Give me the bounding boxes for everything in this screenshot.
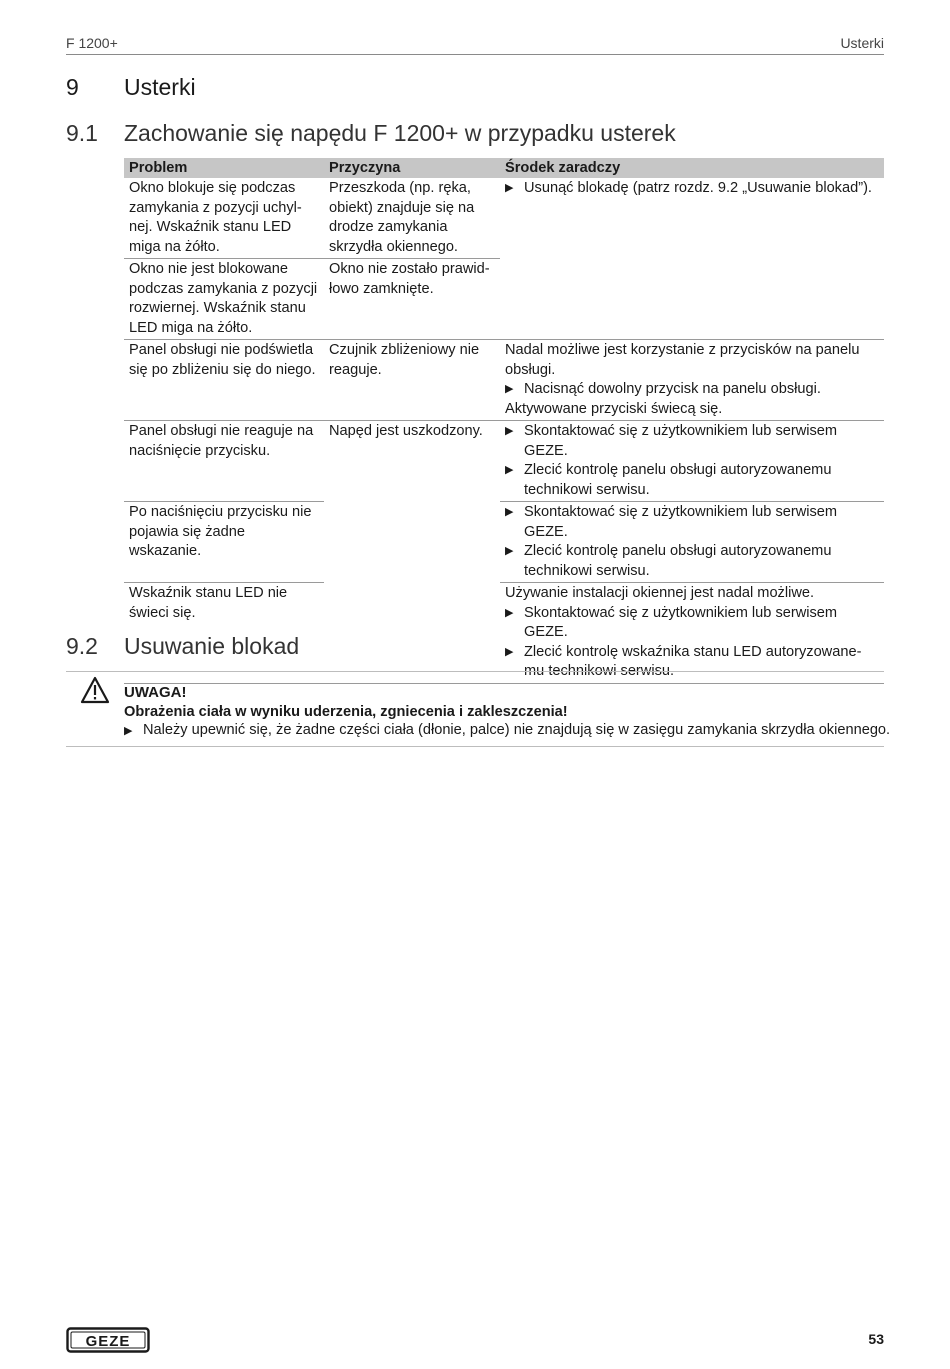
table-row: [124, 421, 884, 502]
cause-cell: Czujnik zbliżeniowy nie reaguje.: [324, 340, 500, 421]
page-number: 53: [868, 1331, 884, 1347]
remedy-outro: Aktywowane przyciski świecą się.: [505, 400, 723, 417]
warning-instruction: ▶ Należy upewnić się, że żadne części ciała (dłonie, palce) nie znajdują się w zasięgu zamykania skrzydła okiennego.: [124, 722, 890, 742]
arrow-bullet-icon: ▶: [505, 506, 514, 518]
warning-subtitle: Obrażenia ciała w wyniku uderzenia, zgniecenia i zakleszczenia!: [124, 704, 568, 720]
subsection-title: Usuwanie blokad: [124, 633, 300, 659]
remedy-cell: [500, 340, 884, 421]
remedy-bullet: ▶ Skontaktować się z użytkownikiem lub serwisem GEZE.: [505, 503, 879, 542]
column-header-remedy: Środek zaradczy: [500, 158, 884, 178]
geze-logo: [66, 1327, 150, 1353]
problem-cell: Panel obsługi nie reaguje na naciśnięcie przycisku.: [124, 421, 324, 502]
warning-divider-bottom: [66, 746, 884, 747]
arrow-bullet-icon: ▶: [505, 383, 514, 395]
problem-cell: Panel obsługi nie podświetla się po zbliżeniu się do niego.: [124, 340, 324, 421]
arrow-bullet-icon: ▶: [505, 464, 514, 476]
remedy-bullet: ▶ Nacisnąć dowolny przycisk na panelu obsługi.: [505, 380, 879, 400]
cause-cell: Przeszkoda (np. ręka, obiekt) znajduje się na drodze zamykania skrzydła okiennego.: [324, 178, 500, 259]
cause-cell: Napęd jest uszkodzony.: [324, 421, 500, 684]
header-divider: [66, 54, 884, 55]
warning-title: UWAGA!: [124, 684, 187, 701]
arrow-bullet-icon: ▶: [505, 545, 514, 557]
column-header-cause: Przyczyna: [324, 158, 500, 178]
running-header-product: F 1200+: [66, 35, 118, 51]
remedy-bullet: ▶ Zlecić kontrolę panelu obsługi autoryzowanemu technikowi serwisu.: [505, 461, 879, 500]
subsection-title: Zachowanie się napędu F 1200+ w przypadku usterek: [124, 120, 676, 146]
table-row: [124, 340, 884, 421]
remedy-bullet: ▶ Skontaktować się z użytkownikiem lub serwisem GEZE.: [505, 422, 879, 461]
remedy-bullet: ▶ Usunąć blokadę (patrz rozdz. 9.2 „Usuwanie blokad”).: [505, 179, 879, 199]
warning-divider-top: [66, 671, 884, 672]
running-header-chapter: Usterki: [840, 35, 884, 51]
problem-cell: Okno nie jest blokowane podczas zamykania z pozycji rozwiernej. Wskaźnik stanu LED miga na żółto.: [124, 259, 324, 340]
section-number: 9: [66, 74, 79, 100]
problem-cell: Po naciśnięciu przycisku nie pojawia się żadne wskazanie.: [124, 502, 324, 583]
arrow-bullet-icon: ▶: [505, 182, 514, 194]
arrow-bullet-icon: ▶: [124, 725, 133, 737]
remedy-cell: [500, 421, 884, 502]
remedy-intro: Nadal możliwe jest korzystanie z przycisków na panelu obsługi.: [505, 342, 860, 378]
subsection-number: 9.2: [66, 633, 98, 659]
remedy-intro: Używanie instalacji okiennej jest nadal możliwe.: [505, 585, 815, 601]
remedy-cell: [500, 178, 884, 340]
table-header-row: [124, 158, 884, 178]
arrow-bullet-icon: ▶: [505, 606, 514, 619]
troubleshooting-table: [124, 158, 884, 684]
remedy-cell: [500, 583, 884, 684]
problem-cell: Wskaźnik stanu LED nie świeci się.: [124, 583, 324, 684]
remedy-bullet: ▶ Zlecić kontrolę wskaźnika stanu LED autoryzowane-mu technikowi serwisu.: [505, 643, 879, 682]
column-header-problem: Problem: [124, 158, 324, 178]
svg-text:GEZE: GEZE: [85, 1333, 131, 1350]
warning-triangle-icon: [80, 676, 110, 704]
remedy-cell: [500, 502, 884, 583]
table-row: [124, 178, 884, 259]
cause-cell: Okno nie zostało prawid-łowo zamknięte.: [324, 259, 500, 340]
arrow-bullet-icon: ▶: [505, 645, 514, 658]
section-title: Usterki: [124, 74, 196, 100]
remedy-bullet: ▶ Zlecić kontrolę panelu obsługi autoryzowanemu technikowi serwisu.: [505, 542, 879, 581]
remedy-bullet: ▶ Skontaktować się z użytkownikiem lub serwisem GEZE.: [505, 604, 879, 643]
subsection-number: 9.1: [66, 120, 98, 146]
problem-cell: Okno blokuje się podczas zamykania z pozycji uchyl-nej. Wskaźnik stanu LED miga na żółto.: [124, 178, 324, 259]
table-row: [124, 502, 884, 583]
arrow-bullet-icon: ▶: [505, 425, 514, 437]
